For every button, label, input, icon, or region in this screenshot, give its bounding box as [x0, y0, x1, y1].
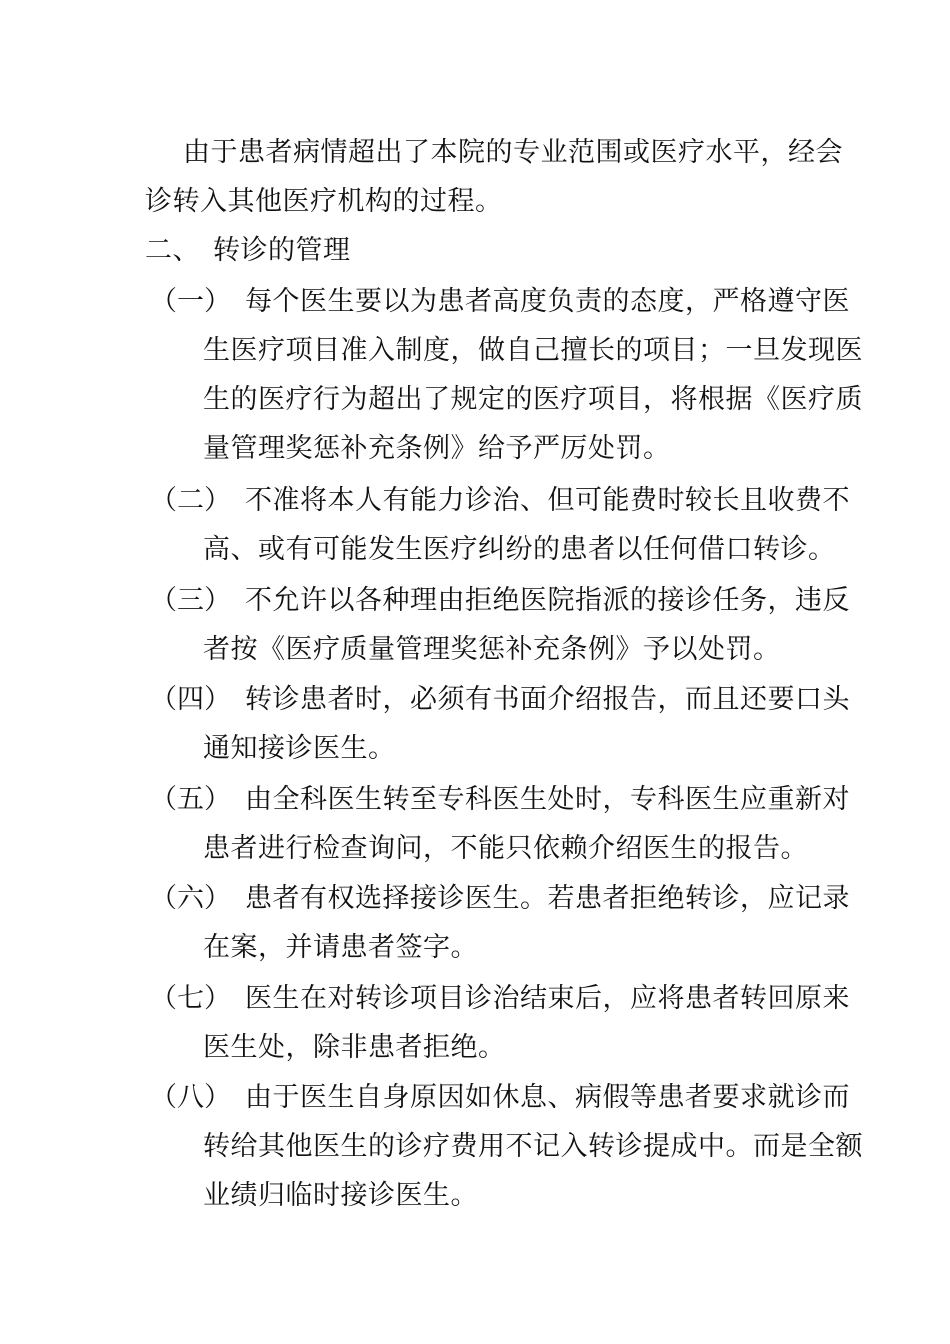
item-marker-7: （七） — [150, 983, 231, 1014]
item-1-line-4: 量管理奖惩补充条例》给予严厉处罚。 — [203, 433, 671, 464]
item-1-line-2: 生医疗项目准入制度，做自己擅长的项目；一旦发现医 — [203, 335, 863, 366]
section-title: 转诊的管理 — [213, 235, 351, 266]
item-marker-3: （三） — [150, 585, 231, 616]
item-3-line-1: 不允许以各种理由拒绝医院指派的接诊任务，违反 — [245, 585, 850, 616]
item-marker-6: （六） — [150, 883, 231, 914]
item-marker-2: （二） — [150, 485, 231, 516]
item-3-line-2: 者按《医疗质量管理奖惩补充条例》予以处罚。 — [203, 634, 781, 665]
item-2-line-1: 不准将本人有能力诊治、但可能费时较长且收费不 — [245, 485, 850, 516]
item-1-line-3: 生的医疗行为超出了规定的医疗项目，将根据《医疗质 — [203, 384, 863, 415]
item-marker-8: （八） — [150, 1082, 231, 1113]
item-8-line-1: 由于医生自身原因如休息、病假等患者要求就诊而 — [245, 1082, 850, 1113]
item-5-line-1: 由全科医生转至专科医生处时，专科医生应重新对 — [245, 784, 850, 815]
item-7-line-1: 医生在对转诊项目诊治结束后，应将患者转回原来 — [245, 983, 850, 1014]
item-8-line-3: 业绩归临时接诊医生。 — [203, 1180, 478, 1211]
item-5-line-2: 患者进行检查询问，不能只依赖介绍医生的报告。 — [203, 833, 808, 864]
item-7-line-2: 医生处，除非患者拒绝。 — [203, 1032, 506, 1063]
item-8-line-2: 转给其他医生的诊疗费用不记入转诊提成中。而是全额 — [203, 1131, 863, 1162]
intro-line-2: 诊转入其他医疗机构的过程。 — [145, 186, 503, 217]
item-marker-5: （五） — [150, 784, 231, 815]
item-marker-1: （一） — [150, 286, 231, 317]
item-2-line-2: 高、或有可能发生医疗纠纷的患者以任何借口转诊。 — [203, 534, 836, 565]
item-marker-4: （四） — [150, 684, 231, 715]
item-1-line-1: 每个医生要以为患者高度负责的态度，严格遵守医 — [245, 286, 850, 317]
item-6-line-1: 患者有权选择接诊医生。若患者拒绝转诊，应记录 — [245, 883, 850, 914]
item-4-line-2: 通知接诊医生。 — [203, 733, 396, 764]
item-4-line-1: 转诊患者时，必须有书面介绍报告，而且还要口头 — [245, 684, 850, 715]
intro-line-1: 由于患者病情超出了本院的专业范围或医疗水平，经会 — [183, 137, 843, 168]
section-number: 二、 — [145, 235, 200, 266]
item-6-line-2: 在案，并请患者签字。 — [203, 932, 478, 963]
